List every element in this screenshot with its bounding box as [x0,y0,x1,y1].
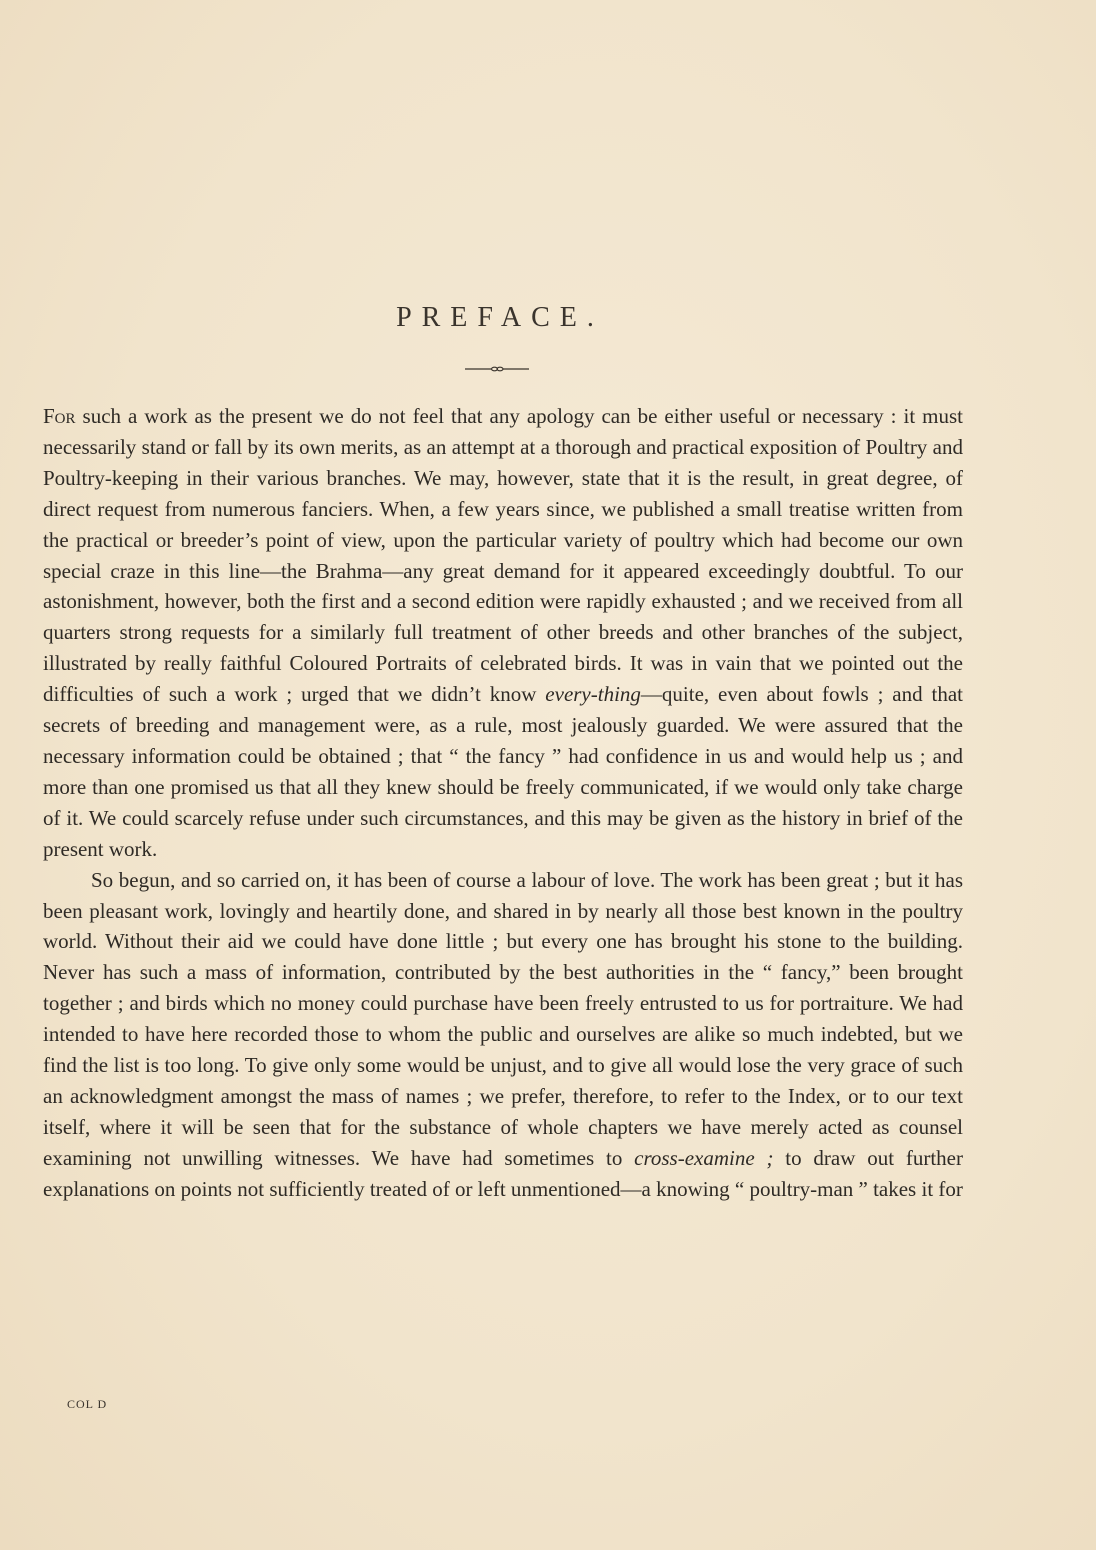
paragraph-2-text: So begun, and so carried on, it has been of course a labour of love. The work has been great ; but it has been pleasant work, lovingly and heartily done, and shared in by nearly all those best known in the poultry world. Without their aid we could have done little ; but every one has brought his stone to the building. Never has such a mass of information, contributed by the best authorities in the “ fancy,” been brought together ; and birds which no money could purchase have been freely entrusted to us for portraiture. We had intended to have here recorded those to whom the public and ourselves are alike so much indebted, but we find the list is too long. To give only some would be unjust, and to give all would lose the very grace of such an acknowledgment amongst the mass of names ; we prefer, therefore, to refer to the Index, or to our text itself, where it will be seen that for the substance of whole chapters we have merely acted as counsel examining not unwilling witnesses. We have had sometimes to [43,867,963,1170]
paragraph-1-text-cont: —quite, even about fowls ; and that secrets of breeding and management were, as a rule, most jealously guarded. We were assured that the necessary information could be obtained ; that “ the fancy ” had confidence in us and would help us ; and more than one promised us that all they knew should be freely communicated, if we would only take charge of it. We could scarcely refuse under such circumstances, and this may be given as the history in brief of the present work. [43,682,963,861]
paragraph-1-lead: For [43,404,76,428]
signature-mark: COL D [67,1397,108,1411]
paragraph-1 [43,401,963,865]
paragraph-2 [43,865,963,1205]
ornament-divider-icon [465,366,529,372]
paragraph-1-text: such a work as the present we do not feel that any apology can be either useful or necessary : it must necessarily stand or fall by its own merits, as an attempt at a thorough and practical exposition of Poultry and Poultry-keeping in their various branches. We may, however, state that it is the result, in great degree, of direct request from numerous fanciers. When, a few years since, we published a small treatise written from the practical or breeder’s point of view, upon the particular variety of poultry which had become our own special craze in this line—the Brahma—any great demand for it appeared exceedingly doubtful. To our astonishment, however, both the first and a second edition were rapidly exhausted ; and we received from all quarters strong requests for a similarly full treatment of other breeds and other branches of the subject, illustrated by really faithful Coloured Portraits of celebrated birds. It was in vain that we pointed out the difficulties of such a work ; urged that we didn’t know [43,404,963,707]
paragraph-2-italic: cross-examine ; [634,1145,774,1170]
paragraph-1-italic: every-thing [545,682,641,707]
preface-body [43,401,963,1205]
paragraph-2-text-cont: to draw out further explanations on points not sufficiently treated of or left unmentioned—a knowing “ poultry-man ” takes it for [43,1145,963,1201]
page-title: PREFACE. [396,302,604,333]
